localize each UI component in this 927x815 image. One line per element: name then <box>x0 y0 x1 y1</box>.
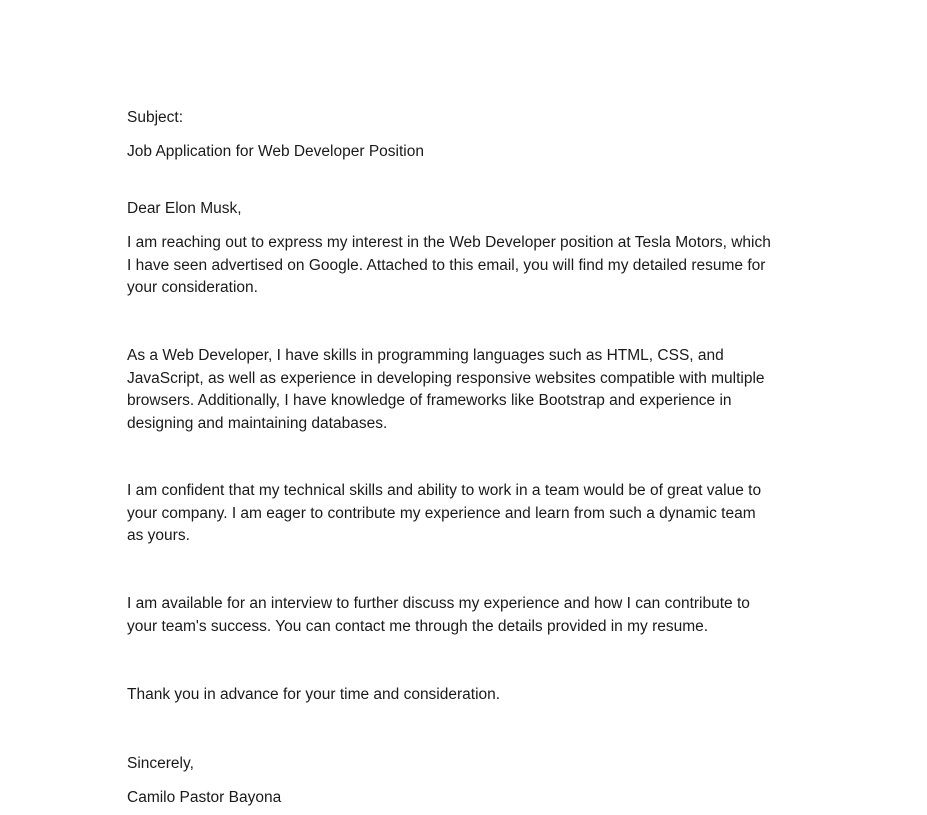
paragraph-line: as yours. <box>127 527 190 544</box>
paragraph-line: I am confident that my technical skills and ability to work in a team would be of great value to <box>127 482 762 499</box>
subject-line: Job Application for Web Developer Position <box>127 143 424 160</box>
subject-label: Subject: <box>127 109 184 126</box>
paragraph-line: I am available for an interview to further discuss my experience and how I can contribute to <box>127 595 750 612</box>
paragraph-availability <box>127 593 807 638</box>
paragraph-line: designing and maintaining databases. <box>127 414 388 432</box>
paragraph-line: I am reaching out to express my interest in the Web Developer position at Tesla Motors, which <box>127 234 771 251</box>
paragraph-line: your company. I am eager to contribute my experience and learn from such a dynamic team <box>127 504 756 522</box>
paragraph-line: JavaScript, as well as experience in developing responsive websites compatible with multiple <box>127 369 765 387</box>
paragraph-thanks <box>127 684 807 707</box>
paragraph-skills <box>127 345 807 435</box>
paragraph-line: Thank you in advance for your time and consideration. <box>127 686 501 703</box>
signature-name: Camilo Pastor Bayona <box>127 789 282 806</box>
paragraph-line: your consideration. <box>127 279 258 296</box>
paragraph-confidence <box>127 480 807 548</box>
salutation: Dear Elon Musk, <box>127 200 242 217</box>
paragraph-interest <box>127 232 807 300</box>
paragraph-line: your team's success. You can contact me through the details provided in my resume. <box>127 617 709 635</box>
paragraph-line: I have seen advertised on Google. Attached to this email, you will find my detailed resume for <box>127 256 766 274</box>
closing: Sincerely, <box>127 755 194 772</box>
paragraph-line: browsers. Additionally, I have knowledge of frameworks like Bootstrap and experience in <box>127 392 732 409</box>
paragraph-line: As a Web Developer, I have skills in programming languages such as HTML, CSS, and <box>127 347 724 364</box>
